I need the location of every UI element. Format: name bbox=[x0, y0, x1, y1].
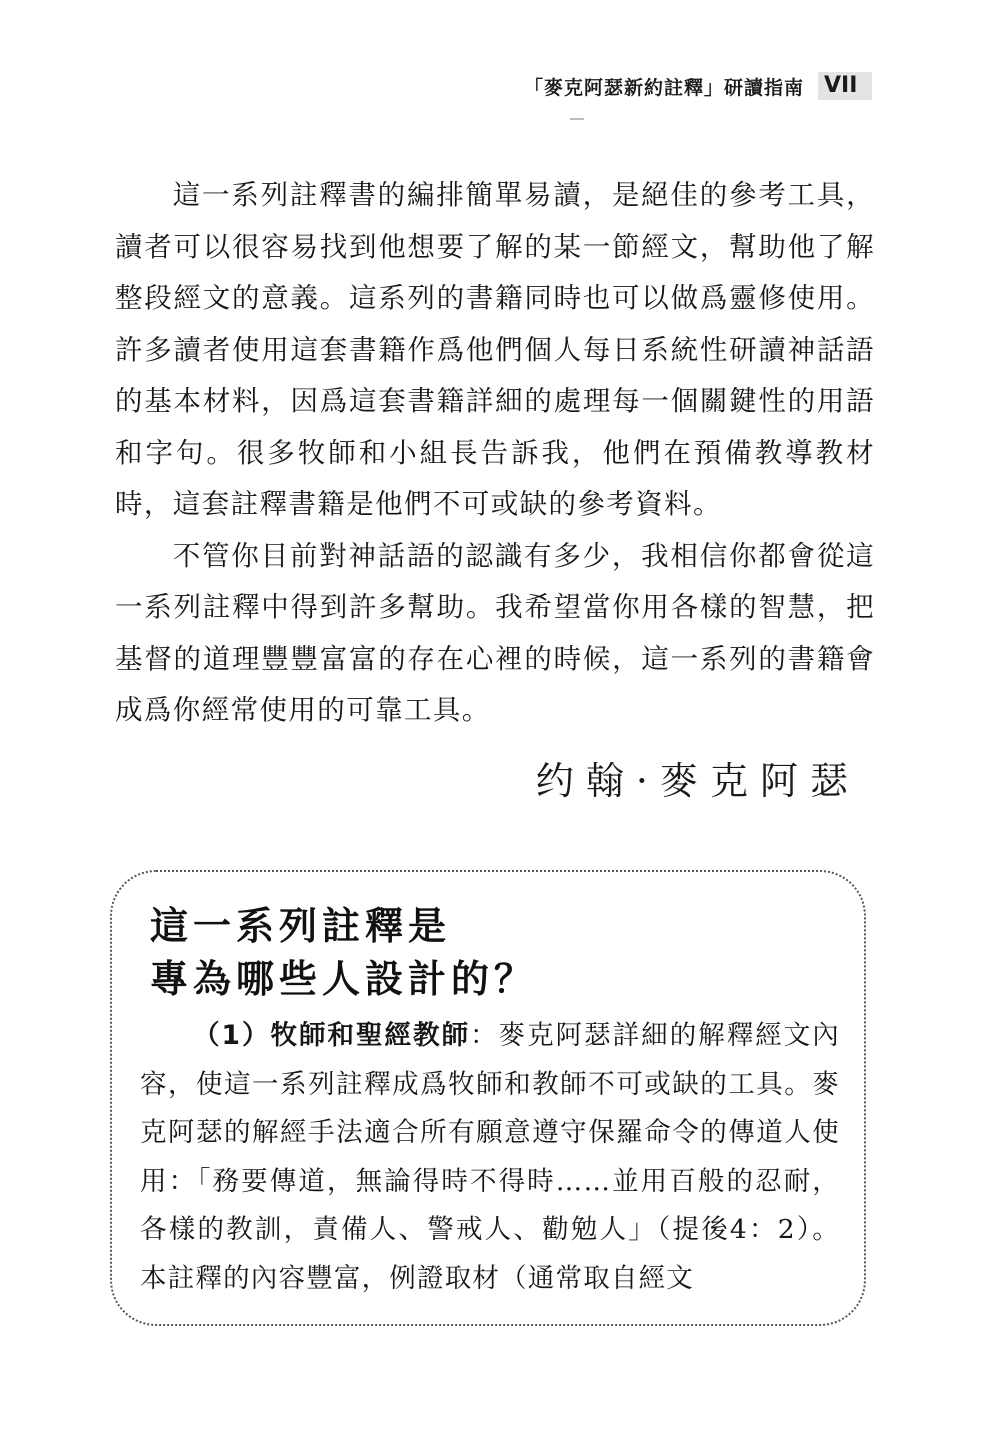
author-signature: 约翰·麥克阿瑟 bbox=[535, 759, 860, 803]
body-text bbox=[115, 170, 875, 737]
paragraph-1: 這一系列註釋書的編排簡單易讀，是絕佳的參考工具，讀者可以很容易找到他想要了解的某一節經文，幫助他了解整段經文的意義。這系列的書籍同時也可以做爲靈修使用。許多讀者使用這套書籍作爲他們個人每日系統性研讀神話語的基本材料，因爲這套書籍詳細的處理每一個關鍵性的用語和字句。很多牧師和小組長告訴我，他們在預備教導教材時，這套註釋書籍是他們不可或缺的參考資料。 bbox=[115, 179, 875, 520]
box-heading bbox=[150, 900, 537, 1006]
box-body bbox=[140, 1012, 840, 1303]
scan-mark bbox=[570, 118, 584, 120]
page-number: VII bbox=[818, 72, 872, 100]
paragraph-2: 不管你目前對神話語的認識有多少，我相信你都會從這一系列註釋中得到許多幫助。我希望當你用各樣的智慧，把基督的道理豐豐富富的存在心裡的時候，這一系列的書籍會成爲你經常使用的可靠工具。 bbox=[115, 539, 875, 726]
info-box bbox=[110, 870, 866, 1326]
box-text: ：麥克阿瑟詳細的解釋經文內容，使這一系列註釋成爲牧師和教師不可或缺的工具。麥克阿瑟的解經手法適合所有願意遵守保羅命令的傳道人使用：「務要傳道，無論得時不得時……並用百般的忍耐，各樣的教訓，責備人、警戒人、勸勉人」（提後4：2）。本註釋的內容豐富，例證取材（通常取自經文 bbox=[140, 1020, 840, 1294]
box-heading-line-1: 這一系列註釋是 bbox=[150, 904, 452, 948]
running-title: 「麥克阿瑟新約註釋」研讀指南 bbox=[523, 76, 804, 99]
box-term: （1）牧師和聖經教師 bbox=[193, 1020, 471, 1051]
running-header bbox=[524, 72, 872, 100]
box-heading-line-2: 專為哪些人設計的？ bbox=[150, 957, 538, 1001]
